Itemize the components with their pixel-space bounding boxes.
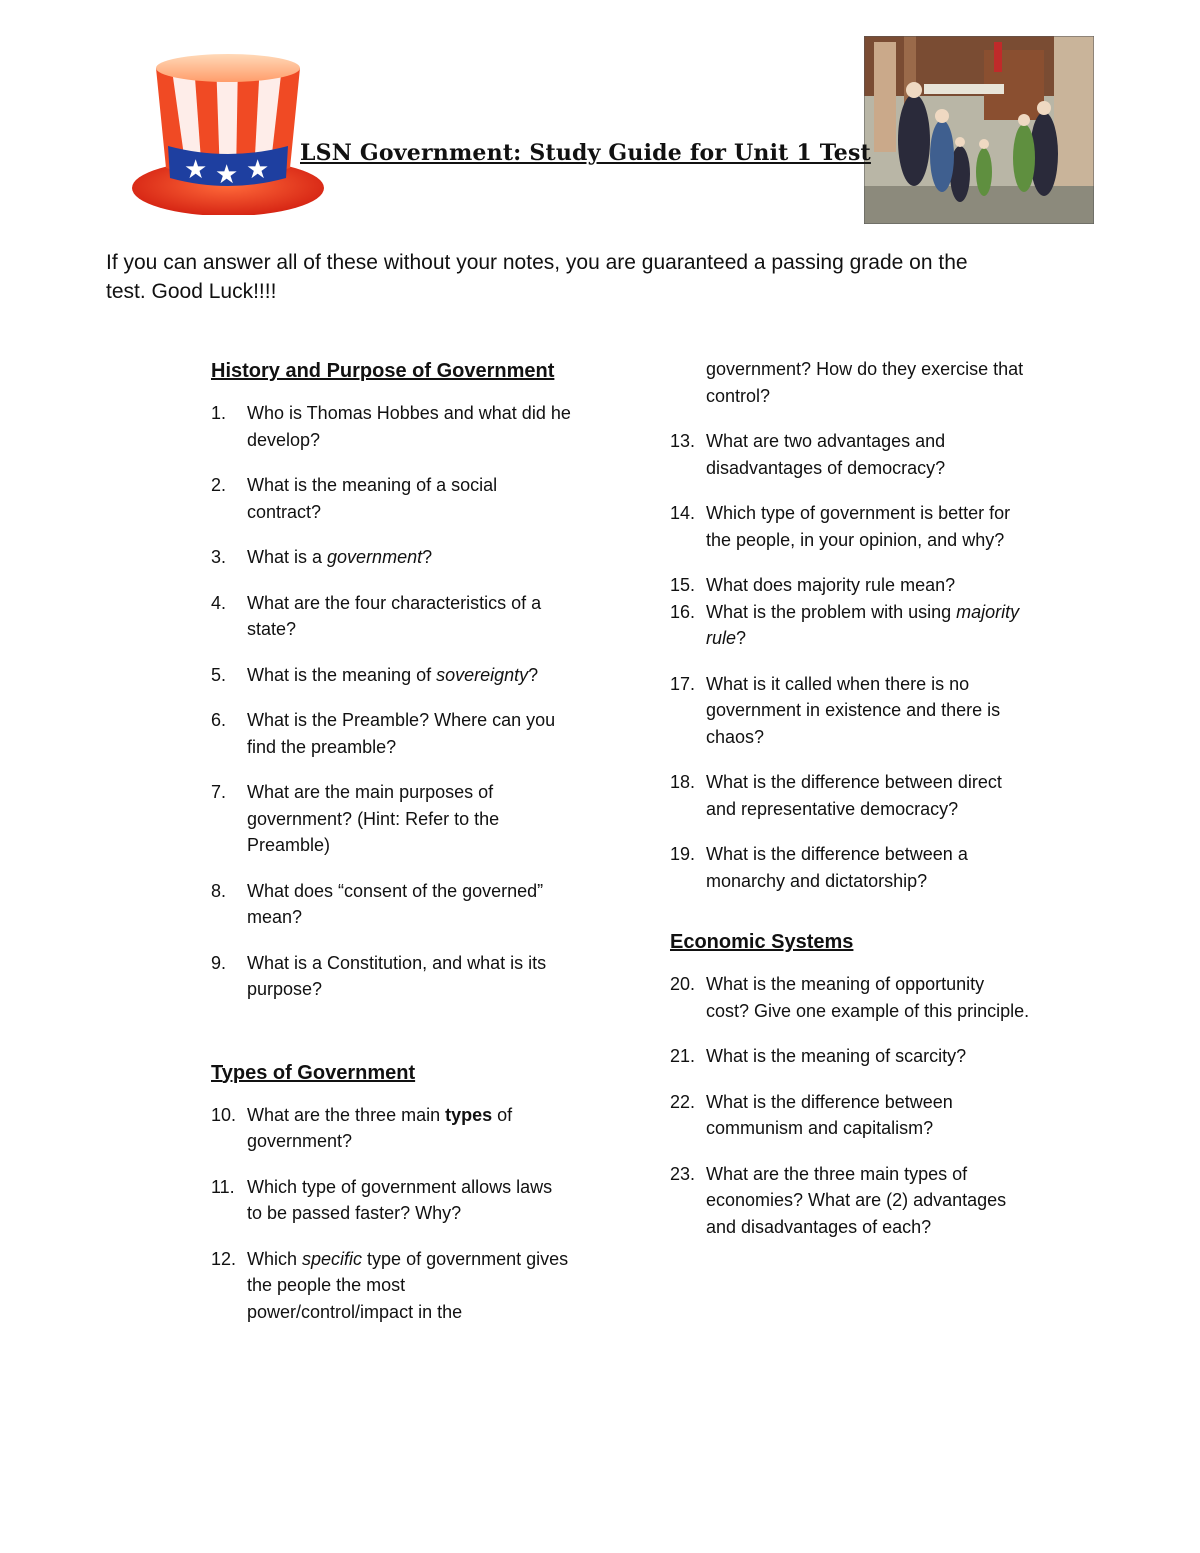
question-number: 21. bbox=[670, 1046, 696, 1066]
svg-text:★: ★ bbox=[184, 155, 208, 185]
right-column bbox=[670, 356, 1030, 1259]
question-number: 3. bbox=[211, 547, 227, 567]
question-text: What are the three main types of government? bbox=[247, 1104, 513, 1151]
list-item bbox=[211, 707, 571, 760]
question-number: 14. bbox=[670, 503, 696, 523]
question-text: What are the three main types of economies? What are (2) advantages and disadvantages of each? bbox=[706, 1163, 1007, 1237]
question-text: What is the difference between communism and capitalism? bbox=[706, 1091, 953, 1138]
section-title-history: History and Purpose of Government bbox=[211, 360, 555, 382]
question-text: What is the problem with using majority rule? bbox=[706, 601, 1020, 648]
question-number: 12. bbox=[211, 1248, 237, 1269]
question-text: What is the difference between a monarchy and dictatorship? bbox=[706, 844, 968, 891]
list-item bbox=[670, 1043, 1030, 1070]
question-number: 20. bbox=[670, 974, 696, 994]
question-text: What is the meaning of sovereignty? bbox=[247, 664, 539, 685]
question-text: What is the Preamble? Where can you find the preamble? bbox=[247, 710, 556, 757]
list-item bbox=[211, 878, 571, 931]
list-item bbox=[211, 662, 571, 689]
section-title-types: Types of Government bbox=[211, 1061, 416, 1084]
question-text: Which type of government is better for the people, in your opinion, and why? bbox=[706, 503, 1011, 550]
list-item bbox=[211, 1246, 571, 1326]
list-item bbox=[670, 572, 1030, 599]
svg-text:★: ★ bbox=[215, 160, 239, 190]
list-item bbox=[670, 971, 1030, 1024]
question-text: What does “consent of the governed” mean? bbox=[247, 880, 544, 927]
list-item bbox=[211, 544, 571, 571]
question-text: What is the meaning of opportunity cost? Give one example of this principle. bbox=[706, 974, 1030, 1021]
question-number: 15. bbox=[670, 575, 696, 595]
question-text: What is a government? bbox=[247, 547, 433, 567]
question-number: 4. bbox=[211, 592, 227, 613]
question-number: 23. bbox=[670, 1163, 696, 1184]
question-text: What is a Constitution, and what is its purpose? bbox=[247, 952, 547, 999]
list-item bbox=[670, 1161, 1030, 1241]
question-text: What are the four characteristics of a state? bbox=[247, 592, 542, 639]
question-text: What is it called when there is no government in existence and there is chaos? bbox=[706, 673, 1001, 747]
question-text: Which specific type of government gives the people the most power/control/impact in the bbox=[247, 1248, 569, 1322]
question-number: 8. bbox=[211, 880, 227, 901]
list-item bbox=[670, 671, 1030, 751]
question-text: What does majority rule mean? bbox=[706, 575, 956, 595]
list-item bbox=[211, 950, 571, 1003]
question-text: What are two advantages and disadvantages of democracy? bbox=[706, 431, 946, 478]
list-item bbox=[670, 500, 1030, 553]
question-text: Who is Thomas Hobbes and what did he develop? bbox=[247, 403, 571, 450]
question-continuation: government? How do they exercise that control? bbox=[706, 359, 1024, 406]
question-text: What are the main purposes of government? (Hint: Refer to the Preamble) bbox=[247, 782, 500, 855]
question-number: 16. bbox=[670, 601, 696, 622]
question-number: 5. bbox=[211, 664, 227, 685]
uncle-sam-hat-icon bbox=[128, 50, 328, 215]
list-item bbox=[670, 599, 1030, 652]
continental-congress-painting bbox=[864, 36, 1094, 224]
page-title: LSN Government: Study Guide for Unit 1 Test bbox=[300, 140, 871, 166]
question-number: 1. bbox=[211, 403, 227, 423]
question-number: 7. bbox=[211, 782, 227, 802]
economic-question-list bbox=[670, 971, 1030, 1240]
list-item bbox=[211, 590, 571, 643]
question-number: 13. bbox=[670, 431, 696, 451]
list-item bbox=[670, 769, 1030, 822]
question-number: 11. bbox=[211, 1176, 235, 1197]
question-number: 18. bbox=[670, 772, 696, 792]
intro-text: If you can answer all of these without your notes, you are guaranteed a passing grade on the test. Good Luck!!!! bbox=[106, 251, 968, 303]
question-text: Which type of government allows laws to be passed faster? Why? bbox=[247, 1176, 553, 1223]
list-item bbox=[670, 841, 1030, 894]
list-item bbox=[211, 400, 571, 453]
question-number: 10. bbox=[211, 1104, 237, 1125]
svg-text:★: ★ bbox=[246, 155, 270, 185]
question-text: What is the meaning of a social contract? bbox=[247, 475, 498, 522]
list-item bbox=[211, 472, 571, 525]
history-question-list bbox=[211, 400, 571, 1003]
types-question-list bbox=[211, 1102, 571, 1326]
left-column bbox=[211, 356, 571, 1325]
section-title-economic: Economic Systems bbox=[670, 931, 854, 953]
question-number: 19. bbox=[670, 844, 696, 864]
question-number: 2. bbox=[211, 475, 227, 495]
question-number: 9. bbox=[211, 952, 227, 973]
list-item bbox=[670, 428, 1030, 481]
question-text: What is the difference between direct and representative democracy? bbox=[706, 772, 1002, 819]
question-number: 17. bbox=[670, 673, 696, 694]
list-item bbox=[211, 1174, 571, 1227]
list-item bbox=[211, 1102, 571, 1155]
list-item bbox=[211, 779, 571, 859]
question-text: What is the meaning of scarcity? bbox=[706, 1046, 967, 1066]
question-number: 6. bbox=[211, 710, 227, 730]
list-item bbox=[670, 1089, 1030, 1142]
types-question-list-continued bbox=[670, 428, 1030, 894]
question-number: 22. bbox=[670, 1091, 696, 1112]
